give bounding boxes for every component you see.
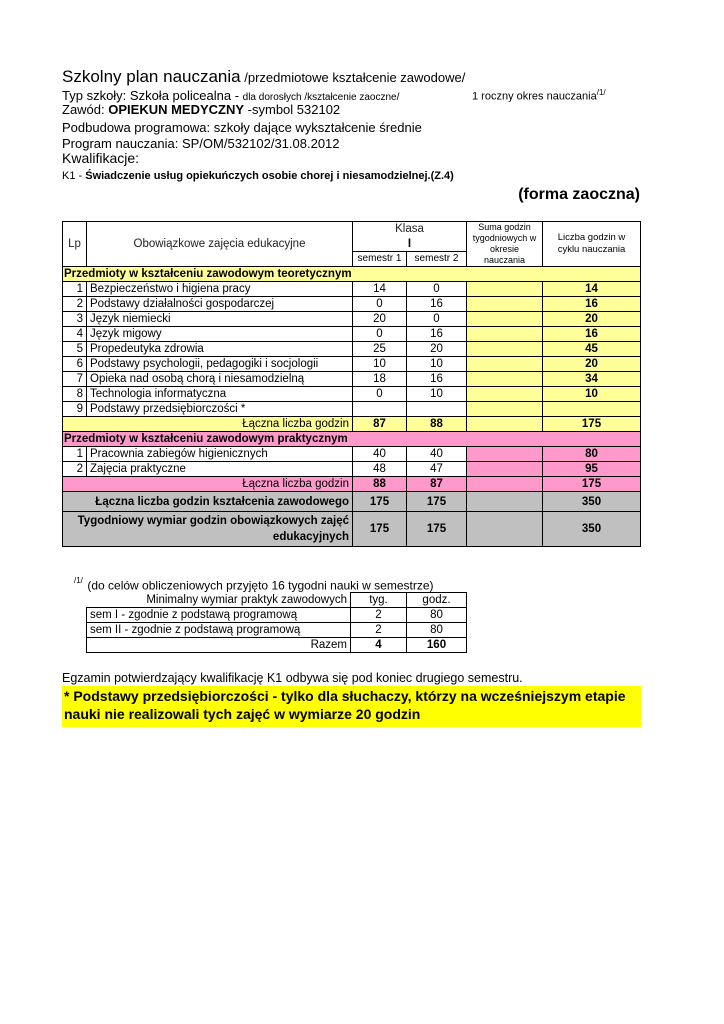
table-row <box>63 462 641 477</box>
row-total: 95 <box>543 462 641 477</box>
k1-code: K1 - <box>62 170 86 182</box>
row-subject: Podstawy przedsiębiorczości * <box>87 402 353 417</box>
practice-row-weeks: 2 <box>351 608 407 623</box>
note-box <box>62 686 641 727</box>
table-row <box>63 327 641 342</box>
row-subject: Zajęcia praktyczne <box>87 462 353 477</box>
school-type-label: Typ szkoły: Szkoła policealna - <box>62 88 243 103</box>
practice-row <box>87 623 467 638</box>
sum-total: 175 <box>543 477 641 492</box>
grand-sem1: 175 <box>353 492 407 512</box>
title-main: Szkolny plan nauczania <box>62 67 241 86</box>
table-row <box>63 387 641 402</box>
section-theory-title: Przedmioty w kształceniu zawodowym teoretycznym <box>63 267 641 282</box>
row-sem1: 18 <box>353 372 407 387</box>
row-weekly <box>467 447 543 462</box>
table-row <box>63 447 641 462</box>
row-total: 80 <box>543 447 641 462</box>
grand-weekly <box>467 492 543 512</box>
sum-sem1: 88 <box>353 477 407 492</box>
row-weekly <box>467 462 543 477</box>
sum-label: Łączna liczba godzin <box>63 417 353 432</box>
weekly-label <box>63 512 353 547</box>
row-weekly <box>467 297 543 312</box>
grand-total-row <box>63 492 641 512</box>
sum-sem1: 87 <box>353 417 407 432</box>
table-row <box>63 312 641 327</box>
header-sem2: semestr 2 <box>407 251 467 266</box>
footnote-ref: /1/ <box>74 576 83 585</box>
practice-row-name: sem II - zgodnie z podstawą programową <box>87 623 351 638</box>
row-subject: Język migowy <box>87 327 353 342</box>
row-total: 14 <box>543 282 641 297</box>
row-subject: Bezpieczeństwo i higiena pracy <box>87 282 353 297</box>
row-sem2: 16 <box>407 297 467 312</box>
row-sem1: 20 <box>353 312 407 327</box>
table-row <box>63 282 641 297</box>
profession-symbol: -symbol 532102 <box>244 102 341 117</box>
row-lp: 9 <box>63 402 87 417</box>
qualifications-label: Kwalifikacje: <box>62 150 140 166</box>
practice-table <box>86 592 467 653</box>
document-title <box>62 67 465 87</box>
row-lp: 4 <box>63 327 87 342</box>
section-theory-header <box>63 267 641 282</box>
table-row <box>63 342 641 357</box>
row-lp: 1 <box>63 447 87 462</box>
row-weekly <box>467 387 543 402</box>
profession-name: OPIEKUN MEDYCZNY <box>108 102 245 117</box>
school-type <box>62 88 399 103</box>
practice-sum-row <box>87 638 467 653</box>
row-sem2: 16 <box>407 372 467 387</box>
header-weekly: Suma godzin tygodniowych w okresie nauczania <box>467 222 543 267</box>
header-sem1: semestr 1 <box>353 251 407 266</box>
note-line1: * Podstawy przedsiębiorczości - tylko dla słuchaczy, którzy na wcześniejszym etapie <box>64 688 626 704</box>
practice-header-row <box>87 593 467 608</box>
header-lp: Lp <box>63 222 87 267</box>
row-total: 34 <box>543 372 641 387</box>
row-weekly <box>467 282 543 297</box>
practice-row-hours: 80 <box>407 623 467 638</box>
grand-label: Łączna liczba godzin kształcenia zawodowego <box>63 492 353 512</box>
row-total: 20 <box>543 357 641 372</box>
row-lp: 7 <box>63 372 87 387</box>
row-sem2: 10 <box>407 357 467 372</box>
row-lp: 2 <box>63 462 87 477</box>
sum-sem2: 87 <box>407 477 467 492</box>
row-weekly <box>467 342 543 357</box>
row-sem2: 0 <box>407 282 467 297</box>
weekly-row <box>63 512 641 547</box>
row-subject: Podstawy działalności gospodarczej <box>87 297 353 312</box>
header-class: Klasa <box>353 222 467 237</box>
row-sem1 <box>353 402 407 417</box>
study-period-ref: /1/ <box>596 88 606 97</box>
row-sem1: 0 <box>353 387 407 402</box>
practice-row-name: sem I - zgodnie z podstawą programową <box>87 608 351 623</box>
row-sem1: 0 <box>353 297 407 312</box>
row-lp: 3 <box>63 312 87 327</box>
practice-sum-label: Razem <box>87 638 351 653</box>
row-weekly <box>467 327 543 342</box>
sum-weekly <box>467 417 543 432</box>
row-total: 20 <box>543 312 641 327</box>
note-line2: nauki nie realizowali tych zajęć w wymiarze 20 godzin <box>64 706 421 722</box>
practice-col-hours: godz. <box>407 593 467 608</box>
practice-row-hours: 80 <box>407 608 467 623</box>
practice-sum-weeks: 4 <box>351 638 407 653</box>
practice-body <box>87 608 467 638</box>
header-class-num: I <box>353 237 467 252</box>
row-total: 16 <box>543 297 641 312</box>
row-weekly <box>467 312 543 327</box>
row-sem2 <box>407 402 467 417</box>
qualification-k1 <box>62 170 454 182</box>
row-total: 10 <box>543 387 641 402</box>
table-row <box>63 357 641 372</box>
curriculum-table <box>62 221 641 547</box>
row-sem1: 40 <box>353 447 407 462</box>
practice-row <box>87 608 467 623</box>
row-sem1: 0 <box>353 327 407 342</box>
weekly-total: 350 <box>543 512 641 547</box>
table-row <box>63 297 641 312</box>
section-theory-body <box>63 282 641 417</box>
row-weekly <box>467 372 543 387</box>
row-sem2: 0 <box>407 312 467 327</box>
row-lp: 5 <box>63 342 87 357</box>
row-sem2: 10 <box>407 387 467 402</box>
program-code: Program nauczania: SP/OM/532102/31.08.2012 <box>62 136 340 151</box>
study-period <box>472 88 606 103</box>
row-total: 45 <box>543 342 641 357</box>
section-practice-title: Przedmioty w kształceniu zawodowym praktycznym <box>63 432 641 447</box>
row-sem1: 48 <box>353 462 407 477</box>
header-subject: Obowiązkowe zajęcia edukacyjne <box>87 222 353 267</box>
exam-text: Egzamin potwierdzający kwalifikację K1 odbywa się pod koniec drugiego semestru. <box>62 671 523 685</box>
row-subject: Pracownia zabiegów higienicznych <box>87 447 353 462</box>
footnote-text: (do celów obliczeniowych przyjęto 16 tygodni nauki w semestrze) <box>87 578 434 593</box>
sum-total: 175 <box>543 417 641 432</box>
row-sem2: 40 <box>407 447 467 462</box>
row-sem1: 25 <box>353 342 407 357</box>
practice-header-label: Minimalny wymiar praktyk zawodowych <box>87 593 351 608</box>
program-base: Podbudowa programowa: szkoły dające wykształcenie średnie <box>62 120 422 135</box>
weekly-label-line1: Tygodniowy wymiar godzin obowiązkowych zajęć <box>77 515 349 527</box>
school-type-note: dla dorosłych /kształcenie zaoczne/ <box>242 92 400 103</box>
profession <box>62 102 340 117</box>
row-sem1: 10 <box>353 357 407 372</box>
practice-sum-hours: 160 <box>407 638 467 653</box>
row-lp: 2 <box>63 297 87 312</box>
sum-sem2: 88 <box>407 417 467 432</box>
title-sub: /przedmiotowe kształcenie zawodowe/ <box>240 70 466 85</box>
row-weekly <box>467 402 543 417</box>
row-sem1: 14 <box>353 282 407 297</box>
grand-total: 350 <box>543 492 641 512</box>
row-subject: Opieka nad osobą chorą i niesamodzielną <box>87 372 353 387</box>
header-total: Liczba godzin w cyklu nauczania <box>543 222 641 267</box>
row-lp: 1 <box>63 282 87 297</box>
practice-row-weeks: 2 <box>351 623 407 638</box>
section-theory-sum-row <box>63 417 641 432</box>
row-total: 16 <box>543 327 641 342</box>
section-practice-sum-row <box>63 477 641 492</box>
row-lp: 6 <box>63 357 87 372</box>
weekly-sem1: 175 <box>353 512 407 547</box>
row-subject: Propedeutyka zdrowia <box>87 342 353 357</box>
row-sem2: 20 <box>407 342 467 357</box>
row-weekly <box>467 357 543 372</box>
row-sem2: 47 <box>407 462 467 477</box>
weekly-sem2: 175 <box>407 512 467 547</box>
table-row <box>63 372 641 387</box>
weekly-label-line2: edukacyjnych <box>272 531 349 543</box>
practice-col-weeks: tyg. <box>351 593 407 608</box>
row-sem2: 16 <box>407 327 467 342</box>
section-practice-body <box>63 447 641 477</box>
k1-name: Świadczenie usług opiekuńczych osobie chorej i niesamodzielnej.(Z.4) <box>85 170 454 182</box>
grand-sem2: 175 <box>407 492 467 512</box>
table-row <box>63 402 641 417</box>
row-total <box>543 402 641 417</box>
row-subject: Podstawy psychologii, pedagogiki i socjologii <box>87 357 353 372</box>
form-label: (forma zaoczna) <box>518 186 640 203</box>
row-lp: 8 <box>63 387 87 402</box>
table-header-row <box>63 222 641 237</box>
weekly-weekly <box>467 512 543 547</box>
sum-weekly <box>467 477 543 492</box>
profession-label: Zawód: <box>62 102 109 117</box>
row-subject: Język niemiecki <box>87 312 353 327</box>
section-practice-header <box>63 432 641 447</box>
row-subject: Technologia informatyczna <box>87 387 353 402</box>
sum-label: Łączna liczba godzin <box>63 477 353 492</box>
study-period-text: 1 roczny okres nauczania <box>472 90 597 103</box>
